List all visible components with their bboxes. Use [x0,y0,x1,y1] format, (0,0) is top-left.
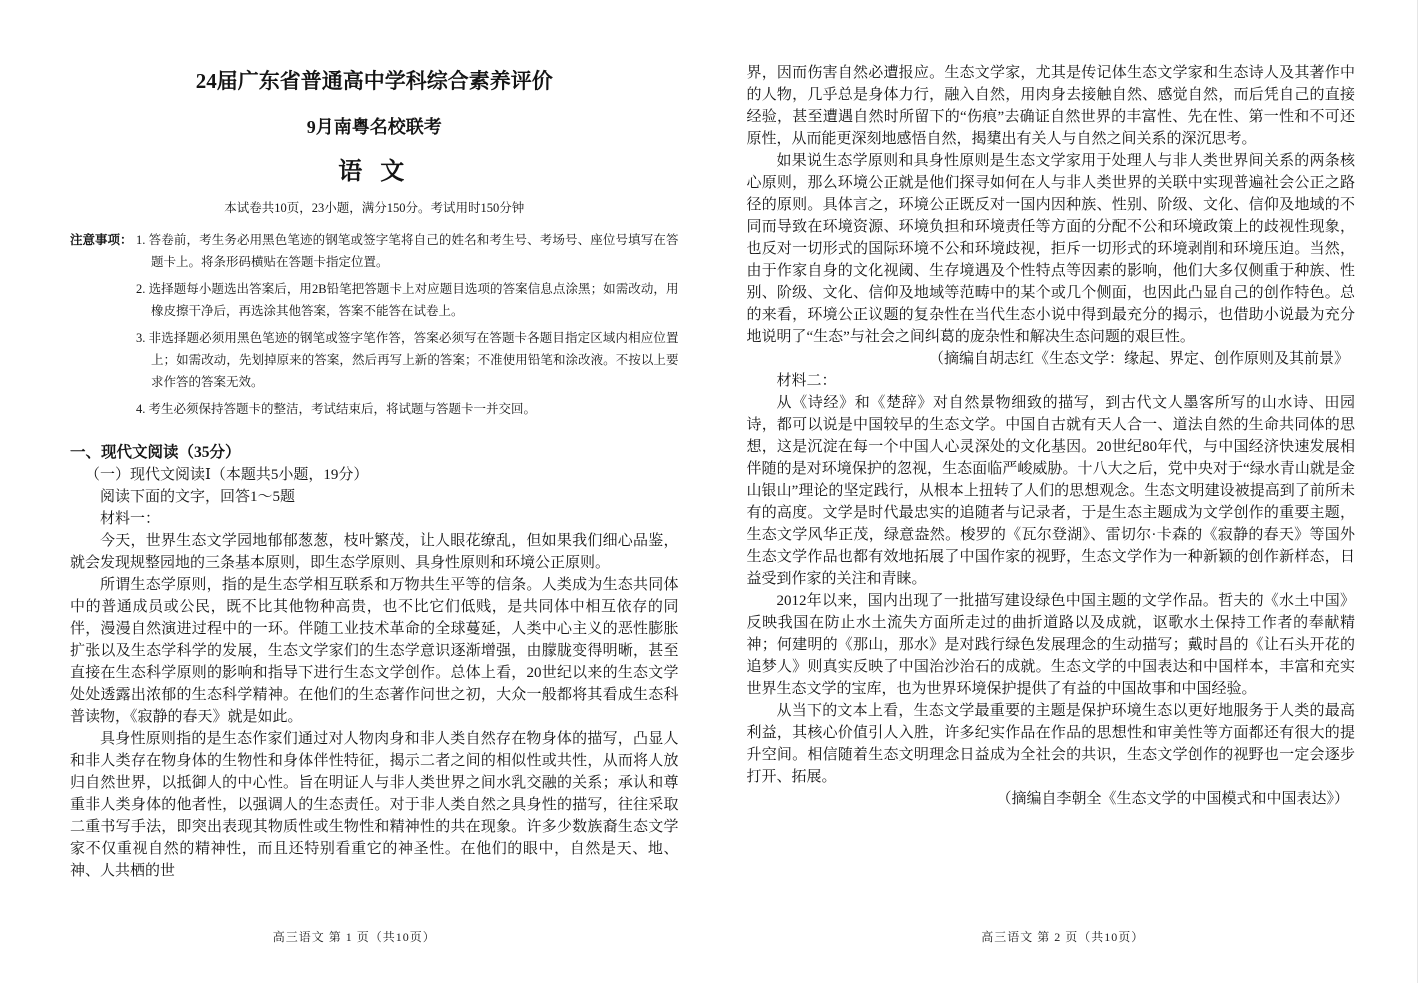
citation-material-two: （摘编自李朝全《生态文学的中国模式和中国表达》） [996,791,1349,807]
citation-material-one: （摘编自胡志红《生态文学：缘起、界定、创作原则及其前景》 [928,351,1349,367]
body-paragraph: 如果说生态学原则和具身性原则是生态文学家用于处理人与非人类世界间关系的两条核心原则，那么环境公正就是他们探寻如何在人与非人类世界的关联中实现普遍社会公正之路径的原则。具体言之，环境公正既反对一国内因种族、性别、阶级、文化、信仰及地域的不同而导致在环境资源、环境负担和环境责任等方面的分配不公和环境政策上的歧视性现象，也反对一切形式的国际环境不公和环境歧视，拒斥一切形式的环境剥削和环境压迫。当然，由于作家自身的文化视阈、生存境遇及个性特点等因素的影响，他们大多仅侧重于种族、性别、阶级、文化、信仰及地域等范畴中的某个或几个侧面，也因此凸显自己的创作特色。总的来看，环境公正议题的复杂性在当代生态小说中得到最充分的揭示，也借助小说最为充分地说明了“生态”与社会之间纠葛的庞杂性和解决生态问题的艰巨性。 [746,153,1355,345]
note-item-2: 2. 选择题每小题选出答案后，用2B铅笔把答题卡上对应题目选项的答案信息点涂黑；如需改动，用橡皮擦干净后，再选涂其他答案，答案不能答在试卷上。 [136,282,679,318]
body-paragraph: 具身性原则指的是生态作家们通过对人物肉身和非人类自然存在物身体的描写，凸显人和非人类存在物身体的生物性和身体伴性特征，揭示二者之间的相似性或共性，从而将人放归自然世界，以抵御人的中心性。旨在明证人与非人类世界之间水乳交融的关系；承认和尊重非人类身体的他者性，以强调人的生态责任。对于非人类自然之具身性的描写，往往采取二重书写手法，即突出表现其物质性或生物性和精神性的共在现象。许多少数族裔生态文学家不仅重视自然的精神性，而且还特别看重它的神圣性。在他们的眼中，自然是天、地、神、人共栖的世 [70,731,679,879]
page-footer: 高三语文 第 2 页（共10页） [981,930,1145,944]
body-paragraph: 从当下的文本上看，生态文学最重要的主题是保护环境生态以更好地服务于人类的最高利益，其核心价值引人入胜，许多纪实作品在作品的思想性和审美性等方面都还有很大的提升空间。相信随着生态文明理念日益成为全社会的共识，生态文学创作的视野也一定会逐步打开、拓展。 [746,703,1355,785]
page-footer: 高三语文 第 1 页（共10页） [272,930,436,944]
body-paragraph: 2012年以来，国内出现了一批描写建设绿色中国主题的文学作品。哲夫的《水土中国》反映我国在防止水土流失方面所走过的曲折道路以及成就，讴歌水土保持工作者的奉献精神；何建明的《那山，那水》是对践行绿色发展理念的生动描写；戴时昌的《让石头开花的追梦人》则真实反映了中国治沙治石的成就。生态文学的中国表达和中国样本，丰富和充实世界生态文学的宝库，也为世界环境保护提供了有益的中国故事和中国经验。 [746,593,1355,697]
body-paragraph: 所谓生态学原则，指的是生态学相互联系和万物共生平等的信条。人类成为生态共同体中的普通成员或公民，既不比其他物种高贵，也不比它们低贱，是共同体中相互依存的同伴，漫漫自然演进过程中的一环。伴随工业技术革命的全球蔓延，人类中心主义的恶性膨胀扩张以及生态学科学的发展，生态文学家们的生态学意识逐渐增强，由朦胧变得明晰，甚至直接在生态科学原则的影响和指导下进行生态文学创作。总体上看，20世纪以来的生态文学处处透露出浓郁的生态科学精神。在他们的生态著作问世之初，大众一般都将其看成生态科普读物，《寂静的春天》就是如此。 [70,577,679,725]
exam-info-line: 本试卷共10页，23小题，满分150分。考试用时150分钟 [224,201,525,215]
notes-label: 注意事项： [70,233,133,247]
body-paragraph: 从《诗经》和《楚辞》对自然景物细致的描写，到古代文人墨客所写的山水诗、田园诗，都可以说是中国较早的生态文学。中国自古就有天人合一、道法自然的生命共同体的思想，这是沉淀在每一个中国人心灵深处的文化基因。20世纪80年代，与中国经济快速发展相伴随的是对环境保护的忽视，生态面临严峻威胁。十八大之后，党中央对于“绿水青山就是金山银山”理论的坚定践行，从根本上扭转了人们的思想观念。生态文明建设被提高到了前所未有的高度。文学是时代最忠实的追随者与记录者，于是生态主题成为文学创作的重要主题，生态文学风华正茂，绿意盎然。梭罗的《瓦尔登湖》、雷切尔·卡森的《寂静的春天》等国外生态文学作品也都有效地拓展了中国作家的视野，生态文学作为一种新颖的创作新样态，日益受到作家的关注和青睐。 [746,395,1355,587]
section-heading: 一、现代文阅读（35分） [70,444,241,461]
body-paragraph: 界，因而伤害自然必遭报应。生态文学家，尤其是传记体生态文学家和生态诗人及其著作中的人物，几乎总是身体力行，融入自然，用肉身去接触自然、感觉自然，而后凭自己的直接经验，甚至遭遇自然时所留下的“伤痕”去确证自然世界的丰富性、先在性、第一性和不可还原性，从而能更深刻地感悟自然，揭橥出有关人与自然之间关系的深沉思考。 [746,65,1355,147]
page-2 [709,0,1418,983]
material-one-label: 材料一： [100,511,161,527]
exam-title-line2: 9月南粤名校联考 [306,117,442,137]
subject-title: 语 文 [338,159,411,185]
reading-instruction: 阅读下面的文字，回答1～5题 [100,489,296,505]
note-item-4: 4. 考生必须保持答题卡的整洁，考试结束后，将试题与答题卡一并交回。 [136,402,537,416]
note-item-3: 3. 非选择题必须用黑色笔迹的钢笔或签字笔作答，答案必须写在答题卡各题目指定区域内相应位置上；如需改动，先划掉原来的答案，然后再写上新的答案；不准使用铅笔和涂改液。不按以上要求作答的答案无效。 [136,331,679,389]
exam-title-line1: 24届广东省普通高中学科综合素养评价 [195,69,553,93]
exam-notes [70,229,679,420]
note-item-1: 1. 答卷前，考生务必用黑色笔迹的钢笔或签字笔将自己的姓名和考生号、考场号、座位号填写在答题卡上。将条形码横贴在答题卡指定位置。 [136,233,679,269]
material-two-label: 材料二： [776,373,837,389]
subsection-heading: （一）现代文阅读Ⅰ（本题共5小题，19分） [85,467,369,483]
body-paragraph: 今天，世界生态文学园地郁郁葱葱，枝叶繁茂，让人眼花缭乱，但如果我们细心品鉴，就会发现规整园地的三条基本原则，即生态学原则、具身性原则和环境公正原则。 [70,533,679,571]
